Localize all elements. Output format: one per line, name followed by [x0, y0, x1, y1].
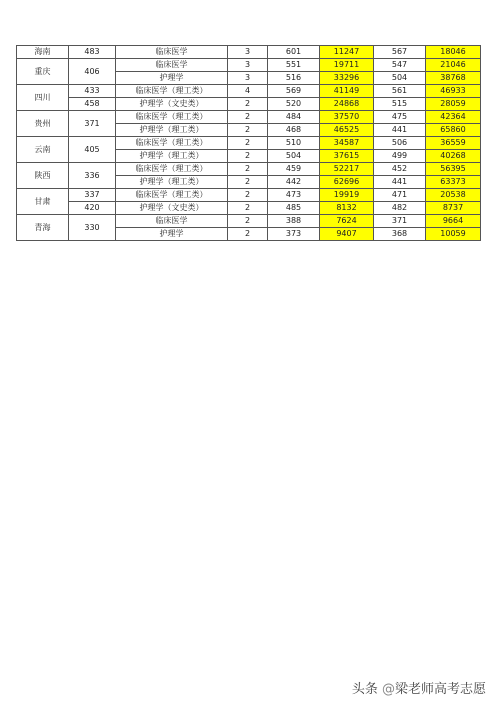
rank-cell: 11247 — [320, 46, 374, 59]
rank-cell: 21046 — [426, 59, 481, 72]
region-cell: 青海 — [17, 215, 69, 241]
table-row — [17, 189, 481, 202]
rank-cell: 9407 — [320, 228, 374, 241]
region-cell: 陕西 — [17, 163, 69, 189]
value-cell: 515 — [374, 98, 426, 111]
count-cell: 2 — [228, 124, 268, 137]
major-cell: 临床医学（理工类） — [116, 163, 228, 176]
value-cell: 441 — [374, 176, 426, 189]
rank-cell: 42364 — [426, 111, 481, 124]
rank-cell: 52217 — [320, 163, 374, 176]
value-cell: 547 — [374, 59, 426, 72]
major-cell: 护理学 — [116, 228, 228, 241]
count-cell: 3 — [228, 59, 268, 72]
table-row — [17, 85, 481, 98]
count-cell: 2 — [228, 163, 268, 176]
count-cell: 2 — [228, 215, 268, 228]
rank-cell: 46525 — [320, 124, 374, 137]
rank-cell: 46933 — [426, 85, 481, 98]
count-cell: 2 — [228, 176, 268, 189]
watermark-author: 梁老师高考志愿 — [394, 682, 486, 697]
count-cell: 3 — [228, 72, 268, 85]
table-row — [17, 59, 481, 72]
rank-cell: 20538 — [426, 189, 481, 202]
rank-cell: 65860 — [426, 124, 481, 137]
score-cell: 405 — [69, 137, 116, 163]
value-cell: 484 — [268, 111, 320, 124]
admission-table — [16, 45, 481, 241]
region-cell: 云南 — [17, 137, 69, 163]
value-cell: 510 — [268, 137, 320, 150]
count-cell: 3 — [228, 46, 268, 59]
watermark-at: @ — [381, 682, 395, 697]
table-row — [17, 98, 481, 111]
major-cell: 护理学（文史类） — [116, 98, 228, 111]
value-cell: 504 — [374, 72, 426, 85]
rank-cell: 10059 — [426, 228, 481, 241]
rank-cell: 37615 — [320, 150, 374, 163]
region-cell: 四川 — [17, 85, 69, 111]
rank-cell: 19711 — [320, 59, 374, 72]
value-cell: 471 — [374, 189, 426, 202]
value-cell: 441 — [374, 124, 426, 137]
major-cell: 临床医学 — [116, 215, 228, 228]
value-cell: 504 — [268, 150, 320, 163]
value-cell: 567 — [374, 46, 426, 59]
value-cell: 520 — [268, 98, 320, 111]
rank-cell: 37570 — [320, 111, 374, 124]
rank-cell: 63373 — [426, 176, 481, 189]
region-cell: 海南 — [17, 46, 69, 59]
rank-cell: 24868 — [320, 98, 374, 111]
value-cell: 368 — [374, 228, 426, 241]
watermark-prefix: 头条 — [351, 682, 378, 697]
value-cell: 561 — [374, 85, 426, 98]
rank-cell: 18046 — [426, 46, 481, 59]
major-cell: 临床医学（理工类） — [116, 189, 228, 202]
count-cell: 2 — [228, 111, 268, 124]
value-cell: 452 — [374, 163, 426, 176]
count-cell: 2 — [228, 202, 268, 215]
score-cell: 458 — [69, 98, 116, 111]
major-cell: 临床医学（理工类） — [116, 137, 228, 150]
rank-cell: 56395 — [426, 163, 481, 176]
major-cell: 临床医学（理工类） — [116, 111, 228, 124]
value-cell: 499 — [374, 150, 426, 163]
rank-cell: 8132 — [320, 202, 374, 215]
major-cell: 护理学（理工类） — [116, 176, 228, 189]
rank-cell: 33296 — [320, 72, 374, 85]
value-cell: 506 — [374, 137, 426, 150]
region-cell: 重庆 — [17, 59, 69, 85]
count-cell: 2 — [228, 150, 268, 163]
score-cell: 483 — [69, 46, 116, 59]
count-cell: 4 — [228, 85, 268, 98]
major-cell: 护理学 — [116, 72, 228, 85]
region-cell: 贵州 — [17, 111, 69, 137]
score-cell: 337 — [69, 189, 116, 202]
rank-cell: 8737 — [426, 202, 481, 215]
score-cell: 406 — [69, 59, 116, 85]
rank-cell: 41149 — [320, 85, 374, 98]
count-cell: 2 — [228, 98, 268, 111]
value-cell: 551 — [268, 59, 320, 72]
rank-cell: 40268 — [426, 150, 481, 163]
score-cell: 330 — [69, 215, 116, 241]
rank-cell: 62696 — [320, 176, 374, 189]
value-cell: 601 — [268, 46, 320, 59]
count-cell: 2 — [228, 189, 268, 202]
table-row — [17, 215, 481, 228]
value-cell: 516 — [268, 72, 320, 85]
table-row — [17, 202, 481, 215]
rank-cell: 36559 — [426, 137, 481, 150]
count-cell: 2 — [228, 228, 268, 241]
value-cell: 459 — [268, 163, 320, 176]
table-row — [17, 137, 481, 150]
major-cell: 护理学（文史类） — [116, 202, 228, 215]
major-cell: 护理学（理工类） — [116, 150, 228, 163]
rank-cell: 9664 — [426, 215, 481, 228]
region-cell: 甘肃 — [17, 189, 69, 215]
major-cell: 护理学（理工类） — [116, 124, 228, 137]
major-cell: 临床医学 — [116, 59, 228, 72]
score-cell: 420 — [69, 202, 116, 215]
value-cell: 473 — [268, 189, 320, 202]
table-row — [17, 163, 481, 176]
table-row — [17, 46, 481, 59]
value-cell: 569 — [268, 85, 320, 98]
rank-cell: 7624 — [320, 215, 374, 228]
value-cell: 482 — [374, 202, 426, 215]
rank-cell: 19919 — [320, 189, 374, 202]
table-row — [17, 111, 481, 124]
rank-cell: 34587 — [320, 137, 374, 150]
major-cell: 临床医学（理工类） — [116, 85, 228, 98]
rank-cell: 28059 — [426, 98, 481, 111]
rank-cell: 38768 — [426, 72, 481, 85]
value-cell: 373 — [268, 228, 320, 241]
major-cell: 临床医学 — [116, 46, 228, 59]
value-cell: 442 — [268, 176, 320, 189]
watermark — [352, 678, 486, 697]
score-cell: 336 — [69, 163, 116, 189]
value-cell: 468 — [268, 124, 320, 137]
value-cell: 475 — [374, 111, 426, 124]
value-cell: 371 — [374, 215, 426, 228]
score-cell: 371 — [69, 111, 116, 137]
value-cell: 388 — [268, 215, 320, 228]
count-cell: 2 — [228, 137, 268, 150]
value-cell: 485 — [268, 202, 320, 215]
score-cell: 433 — [69, 85, 116, 98]
